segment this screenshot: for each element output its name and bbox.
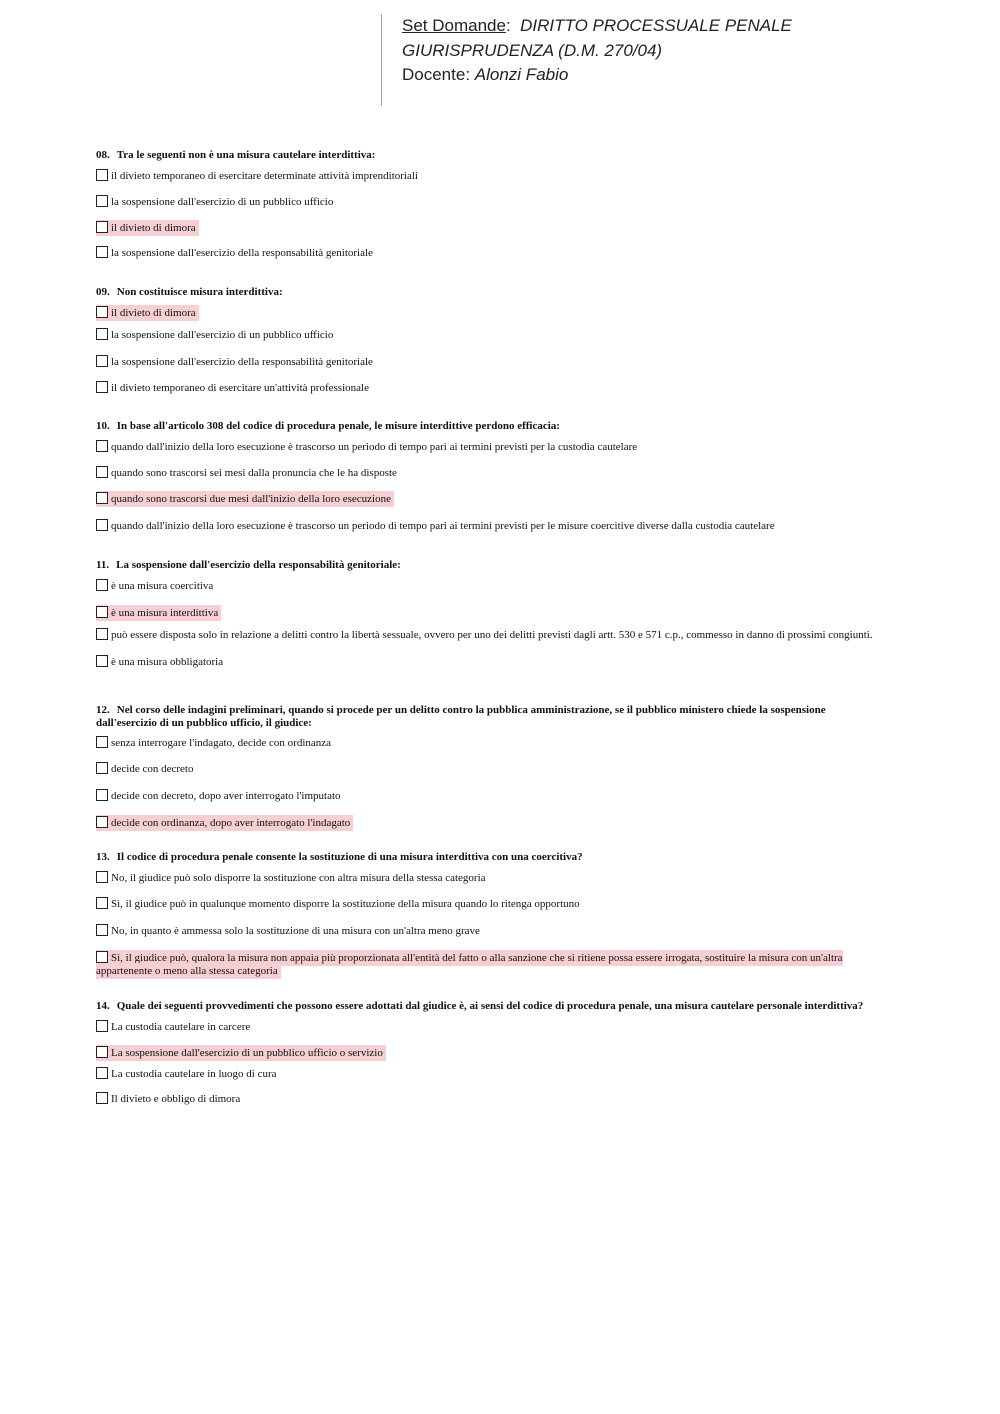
checkbox-wrap	[96, 327, 111, 343]
question-number: 12.	[96, 704, 110, 716]
question-2	[96, 420, 886, 533]
answer-checkbox[interactable]	[96, 355, 108, 367]
checkbox-wrap	[96, 380, 111, 396]
answer-checkbox[interactable]	[96, 1067, 108, 1079]
answer-text: La sospensione dall'esercizio di un pubblico ufficio o servizio	[111, 1045, 386, 1061]
question-number: 11.	[96, 559, 110, 571]
answer-option	[96, 924, 886, 938]
answer-text: il divieto di dimora	[111, 220, 199, 236]
answer-option	[96, 628, 886, 642]
checkbox-wrap	[96, 605, 111, 621]
question-text: Nel corso delle indagini preliminari, quando si procede per un delitto contro la pubblica amministrazione, se il pubblico ministero chiede la sospensione dall'esercizio di un pubblico ufficio, il giudice:	[96, 704, 826, 729]
answer-option	[96, 169, 886, 183]
answer-option	[96, 466, 886, 480]
question-title	[96, 420, 866, 433]
answer-text: la sospensione dall'esercizio di un pubblico ufficio	[111, 328, 334, 341]
teacher-name: Alonzi Fabio	[474, 65, 569, 84]
answer-checkbox[interactable]	[96, 655, 108, 667]
checkbox-wrap	[96, 245, 111, 261]
answer-text: la sospensione dall'esercizio della responsabilità genitoriale	[111, 355, 373, 368]
checkbox-wrap	[96, 788, 111, 804]
answer-text: Sì, il giudice può, qualora la misura non appaia più proporzionata all'entità del fatto o alla sanzione che si ritiene possa essere irrogata, sostituire la misura con un'altra appartenente o meno alla stessa categoria	[96, 951, 843, 977]
question-3	[96, 559, 886, 669]
answer-option	[96, 736, 886, 750]
answer-option	[96, 195, 886, 209]
answer-checkbox[interactable]	[96, 1046, 108, 1058]
answer-checkbox[interactable]	[96, 871, 108, 883]
answer-option	[96, 246, 886, 260]
checkbox-wrap	[96, 491, 111, 507]
question-text: Tra le seguenti non è una misura cautelare interdittiva:	[116, 149, 376, 161]
answer-option	[96, 762, 886, 776]
answer-text: la sospensione dall'esercizio di un pubblico ufficio	[111, 195, 334, 208]
answer-option-correct	[96, 221, 886, 235]
checkbox-wrap	[96, 518, 111, 534]
answer-option	[96, 655, 886, 669]
answer-checkbox[interactable]	[96, 381, 108, 393]
answer-option-correct	[96, 306, 886, 320]
answer-checkbox[interactable]	[96, 1020, 108, 1032]
checkbox-wrap	[96, 220, 111, 236]
checkbox-wrap	[96, 439, 111, 455]
answer-checkbox[interactable]	[96, 924, 108, 936]
answer-option	[96, 1067, 886, 1081]
answer-text: quando dall'inizio della loro esecuzione è trascorso un periodo di tempo pari ai termini previsti per le misure coercitive diverse dalla custodia cautelare	[111, 519, 775, 532]
question-number: 10.	[96, 420, 110, 432]
checkbox-wrap	[96, 654, 111, 670]
answer-text: decide con decreto, dopo aver interrogato l'imputato	[111, 790, 341, 802]
answer-text: quando dall'inizio della loro esecuzione è trascorso un periodo di tempo pari ai termini previsti per la custodia cautelare	[111, 440, 638, 453]
checkbox-wrap	[96, 305, 111, 321]
question-text: In base all'articolo 308 del codice di procedura penale, le misure interdittive perdono efficacia:	[116, 420, 560, 432]
question-title	[96, 149, 866, 162]
answer-text: è una misura obbligatoria	[111, 655, 224, 668]
answer-checkbox[interactable]	[96, 328, 108, 340]
checkbox-wrap	[96, 354, 111, 370]
answer-option	[96, 381, 886, 395]
course-title-line2: GIURISPRUDENZA (D.M. 270/04)	[402, 40, 663, 60]
question-number: 14.	[96, 1000, 110, 1012]
question-title	[96, 286, 866, 299]
answer-checkbox[interactable]	[96, 221, 108, 233]
answer-checkbox[interactable]	[96, 628, 108, 640]
answer-text: La custodia cautelare in carcere	[111, 1020, 251, 1033]
checkbox-wrap	[96, 1045, 111, 1061]
answer-text: è una misura coercitiva	[111, 579, 214, 592]
question-number: 08.	[96, 149, 110, 161]
answer-text: quando sono trascorsi sei mesi dalla pronuncia che le ha disposte	[111, 466, 397, 479]
question-4	[96, 704, 886, 830]
answer-option-correct	[96, 492, 886, 506]
checkbox-wrap	[96, 761, 111, 777]
answer-text: quando sono trascorsi due mesi dall'inizio della loro esecuzione	[111, 491, 394, 507]
answer-checkbox[interactable]	[96, 951, 108, 963]
answer-text: Il divieto e obbligo di dimora	[111, 1092, 241, 1105]
checkbox-wrap	[96, 627, 111, 643]
answer-option-correct	[96, 951, 886, 978]
answer-text: No, in quanto è ammessa solo la sostituzione di una misura con un'altra meno grave	[111, 924, 480, 937]
answer-checkbox[interactable]	[96, 789, 108, 801]
question-title	[96, 704, 866, 729]
question-1	[96, 286, 886, 395]
answer-text: la sospensione dall'esercizio della responsabilità genitoriale	[111, 246, 373, 259]
answer-option-correct	[96, 1046, 886, 1060]
answer-text: decide con decreto	[111, 763, 194, 775]
checkbox-wrap	[96, 1091, 111, 1107]
answer-option-correct	[96, 606, 886, 620]
answer-checkbox[interactable]	[96, 762, 108, 774]
answer-option	[96, 789, 886, 803]
checkbox-wrap	[96, 870, 111, 886]
answer-option	[96, 328, 886, 342]
answer-text: senza interrogare l'indagato, decide con ordinanza	[111, 737, 332, 749]
answer-text: No, il giudice può solo disporre la sostituzione con altra misura della stessa categoria	[111, 871, 486, 884]
answer-option-correct	[96, 816, 886, 830]
question-6	[96, 1000, 886, 1106]
checkbox-wrap	[96, 578, 111, 594]
header-teacher-line	[402, 63, 792, 88]
question-title	[96, 851, 866, 864]
answer-option	[96, 579, 886, 593]
question-text: La sospensione dall'esercizio della responsabilità genitoriale:	[116, 559, 401, 571]
question-5	[96, 851, 886, 978]
checkbox-wrap	[96, 1019, 111, 1035]
answer-text: il divieto temporaneo di esercitare un'attività professionale	[111, 381, 369, 394]
question-number: 09.	[96, 286, 110, 298]
answer-checkbox[interactable]	[96, 606, 108, 618]
answer-option	[96, 519, 886, 533]
checkbox-wrap	[96, 735, 111, 751]
checkbox-wrap	[96, 1066, 111, 1082]
answer-checkbox[interactable]	[96, 579, 108, 591]
checkbox-wrap	[96, 168, 111, 184]
answer-option	[96, 1092, 886, 1106]
teacher-label: Docente:	[402, 65, 471, 84]
answer-text: il divieto temporaneo di esercitare determinate attività imprenditoriali	[111, 169, 418, 182]
course-title-line1: DIRITTO PROCESSUALE PENALE	[520, 16, 792, 35]
question-title	[96, 1000, 866, 1013]
answer-checkbox[interactable]	[96, 306, 108, 318]
answer-option	[96, 355, 886, 369]
checkbox-wrap	[96, 194, 111, 210]
answer-checkbox[interactable]	[96, 897, 108, 909]
answer-option	[96, 1020, 886, 1034]
answer-checkbox[interactable]	[96, 169, 108, 181]
set-label: Set Domande	[402, 16, 506, 35]
answer-checkbox[interactable]	[96, 195, 108, 207]
answer-text: decide con ordinanza, dopo aver interrogato l'indagato	[111, 815, 353, 831]
answer-checkbox[interactable]	[96, 519, 108, 531]
answer-option	[96, 871, 886, 885]
question-text: Non costituisce misura interdittiva:	[116, 286, 283, 298]
checkbox-wrap	[96, 465, 111, 481]
answer-checkbox[interactable]	[96, 816, 108, 828]
question-0	[96, 149, 886, 260]
question-text: Il codice di procedura penale consente la sostituzione di una misura interdittiva con una coercitiva?	[116, 851, 583, 863]
answer-checkbox[interactable]	[96, 492, 108, 504]
answer-option	[96, 897, 886, 911]
header-set-line	[402, 14, 792, 39]
answer-text: è una misura interdittiva	[111, 605, 221, 621]
answer-checkbox[interactable]	[96, 440, 108, 452]
question-title	[96, 559, 866, 572]
answer-checkbox[interactable]	[96, 1092, 108, 1104]
answer-checkbox[interactable]	[96, 736, 108, 748]
answer-option	[96, 440, 886, 454]
question-text: Quale dei seguenti provvedimenti che possono essere adottati dal giudice è, ai sensi del codice di procedura penale, una misura cautelare personale interdittiva?	[116, 1000, 864, 1012]
answer-checkbox[interactable]	[96, 466, 108, 478]
answer-text: può essere disposta solo in relazione a delitti contro la libertà sessuale, ovvero per uno dei delitti previsti dagli artt. 530 e 571 c.p., commesso in danno di prossimi congiunti.	[111, 628, 873, 641]
set-separator: :	[505, 16, 511, 35]
checkbox-wrap	[96, 896, 111, 912]
answer-checkbox[interactable]	[96, 246, 108, 258]
answer-text: Sì, il giudice può in qualunque momento disporre la sostituzione della misura quando lo ritenga opportuno	[111, 897, 580, 910]
question-number: 13.	[96, 851, 110, 863]
document-header	[381, 14, 792, 106]
answer-text: il divieto di dimora	[111, 305, 199, 321]
checkbox-wrap	[96, 815, 111, 831]
checkbox-wrap	[96, 923, 111, 939]
answer-text: La custodia cautelare in luogo di cura	[111, 1067, 277, 1080]
